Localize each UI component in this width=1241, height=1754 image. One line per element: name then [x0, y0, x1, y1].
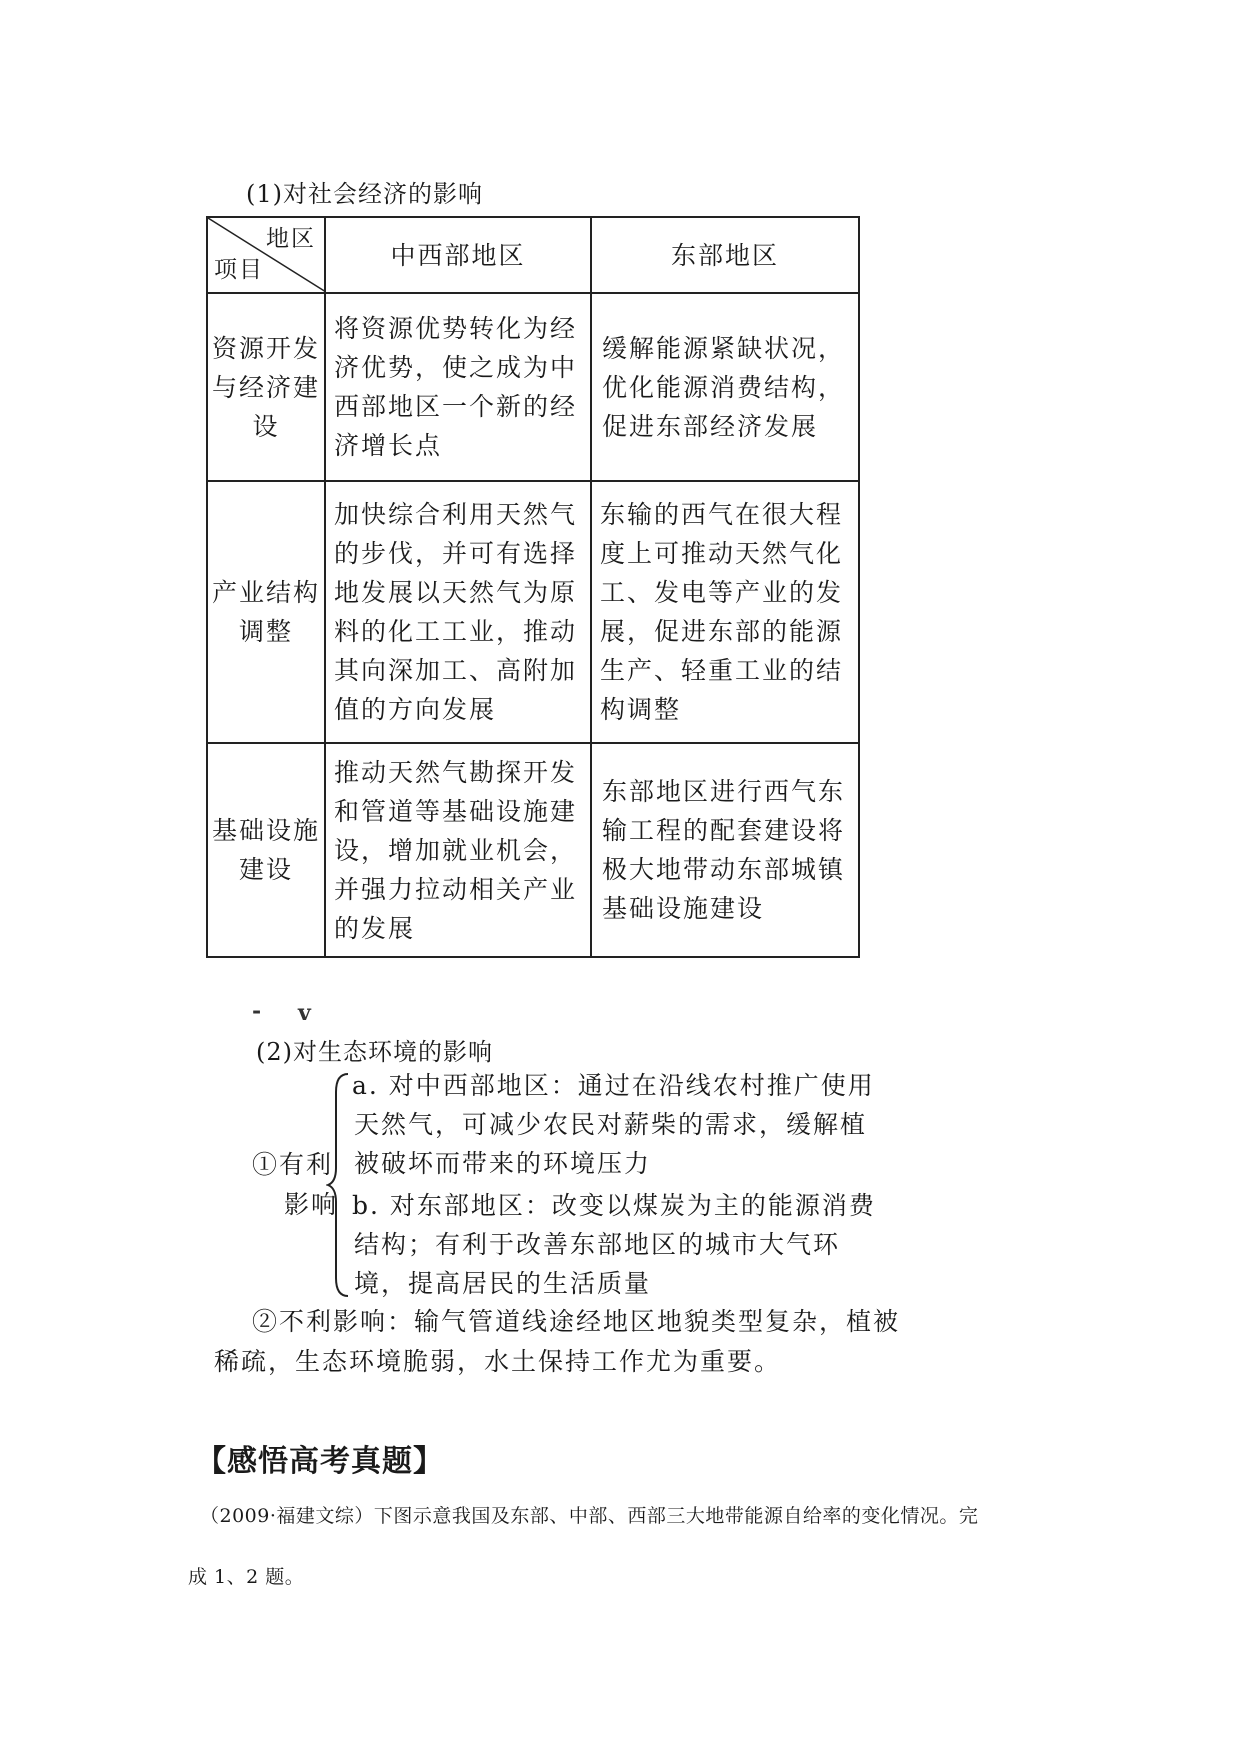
stray-mark-right: v: [298, 1000, 311, 1026]
cell-east: 东部地区进行西气东输工程的配套建设将极大地带动东部城镇基础设施建设: [591, 743, 859, 957]
cell-east: 缓解能源紧缺状况，优化能源消费结构，促进东部经济发展: [591, 293, 859, 481]
item-b-line: 境，提高居民的生活质量: [354, 1269, 652, 1298]
exam-question-line-1: （2009·福建文综）下图示意我国及东部、中部、西部三大地带能源自给率的变化情况。完: [200, 1505, 979, 1527]
row-label: 资源开发与经济建设: [207, 293, 325, 481]
item-a-line: 天然气，可减少农民对薪柴的需求，缓解植: [354, 1110, 868, 1139]
item-a-line: 被破坏而带来的环境压力: [354, 1149, 652, 1178]
exam-heading: 【感悟高考真题】: [196, 1444, 444, 1479]
section-1-title: (1)对社会经济的影响: [246, 180, 483, 208]
item-a-line: a. 对中西部地区：通过在沿线农村推广使用: [352, 1071, 875, 1100]
cell-central-west: 将资源优势转化为经济优势，使之成为中西部地区一个新的经济增长点: [325, 293, 591, 481]
item-b: [352, 1186, 876, 1303]
item-b-line: b. 对东部地区：改变以煤炭为主的能源消费: [352, 1191, 876, 1220]
stray-mark-left: -: [252, 998, 262, 1024]
item-a: [352, 1066, 875, 1183]
table-corner-cell: [207, 217, 325, 293]
section-2-title: (2)对生态环境的影响: [256, 1038, 493, 1066]
corner-top-label: 地区: [266, 226, 316, 252]
table-row: [207, 743, 859, 957]
favorable-label-line-1: ①有利: [252, 1150, 334, 1179]
cell-central-west: 加快综合利用天然气的步伐，并可有选择地发展以天然气为原料的化工工业，推动其向深加工、高附加值的方向发展: [325, 481, 591, 743]
unfavorable-line-1: ②不利影响：输气管道线途经地区地貌类型复杂，植被: [252, 1307, 901, 1336]
table-row: [207, 481, 859, 743]
exam-question-line-2: 成 1、2 题。: [188, 1566, 305, 1588]
row-label: 基础设施建设: [207, 743, 325, 957]
cell-east: 东输的西气在很大程度上可推动天然气化工、发电等产业的发展，促进东部的能源生产、轻重工业的结构调整: [591, 481, 859, 743]
corner-bottom-label: 项目: [214, 257, 264, 283]
favorable-label-line-2: 影响: [284, 1190, 339, 1219]
curly-brace-icon: [326, 1070, 354, 1300]
table-row: [207, 293, 859, 481]
economic-impact-table: [206, 216, 860, 958]
cell-central-west: 推动天然气勘探开发和管道等基础设施建设，增加就业机会，并强力拉动相关产业的发展: [325, 743, 591, 957]
column-header-central-west: 中西部地区: [325, 217, 591, 293]
unfavorable-line-2: 稀疏，生态环境脆弱，水土保持工作尤为重要。: [214, 1347, 782, 1376]
table-header-row: [207, 217, 859, 293]
column-header-east: 东部地区: [591, 217, 859, 293]
item-b-line: 结构；有利于改善东部地区的城市大气环: [354, 1230, 841, 1259]
row-label: 产业结构调整: [207, 481, 325, 743]
